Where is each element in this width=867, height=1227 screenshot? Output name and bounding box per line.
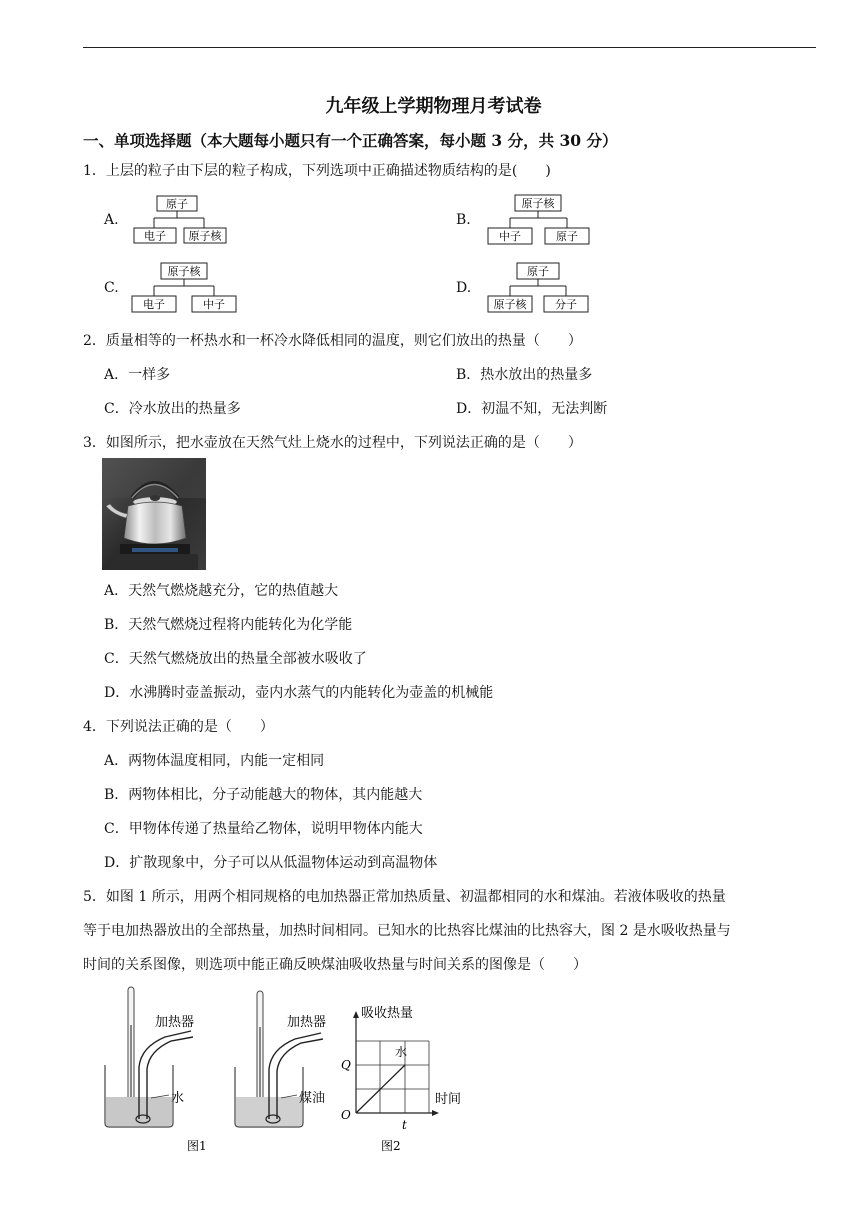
- q2-option-a: A．一样多: [104, 367, 171, 383]
- q1d-left-node: 原子核: [493, 298, 527, 311]
- figure-2-series-label: 水: [395, 1045, 408, 1059]
- q2-option-b: B．热水放出的热量多: [456, 367, 593, 383]
- q3-option-c: C．天然气燃烧放出的热量全部被水吸收了: [104, 651, 367, 667]
- q1a-top-node: 原子: [166, 197, 188, 211]
- q1b-left-node: 中子: [499, 230, 521, 243]
- figure-1-heater-label-2: 加热器: [287, 1015, 327, 1030]
- question-5-line-3: 时间的关系图像，则选项中能正确反映煤油吸收热量与时间关系的图像是（ ）: [83, 957, 587, 973]
- q1d-right-node: 分子: [555, 298, 577, 311]
- header-rule: [83, 47, 816, 48]
- q1-option-d-tree: [484, 261, 594, 315]
- question-5-line-1: 5．如图 1 所示，用两个相同规格的电加热器正常加热质量、初温都相同的水和煤油。若液体吸收的热量: [83, 889, 726, 905]
- figure-1-liquid-label: 水: [171, 1091, 185, 1106]
- figure-1-liquid-label-2: 煤油: [299, 1091, 326, 1106]
- q1a-right-node: 原子核: [188, 229, 222, 243]
- question-5-figure: [95, 985, 475, 1155]
- q4-option-d: D．扩散现象中，分子可以从低温物体运动到高温物体: [104, 855, 438, 871]
- q1-option-a-label: A.: [104, 212, 119, 228]
- figure-2-graph: [341, 1005, 461, 1132]
- figure-2-x-axis-label: 时间: [435, 1092, 462, 1107]
- figure-2-caption: 图2: [381, 1139, 401, 1153]
- q1-option-c-label: C.: [104, 280, 119, 296]
- q1-option-a-tree: [130, 194, 230, 246]
- q4-option-a: A．两物体温度相同，内能一定相同: [104, 753, 325, 769]
- kettle-on-stove-photo: [102, 458, 206, 570]
- section-heading: 一、单项选择题（本大题每小题只有一个正确答案，每小题 3 分，共 30 分）: [83, 131, 618, 150]
- q3-option-d: D．水沸腾时壶盖振动，壶内水蒸气的内能转化为壶盖的机械能: [104, 685, 494, 701]
- q1d-top-node: 原子: [527, 265, 549, 278]
- page-title: 九年级上学期物理月考试卷: [325, 96, 542, 117]
- q1a-left-node: 电子: [144, 229, 166, 243]
- q1c-right-node: 中子: [203, 298, 225, 311]
- q1-option-b-tree: [484, 193, 594, 247]
- figure-1-caption: 图1: [187, 1139, 207, 1153]
- q3-option-a: A．天然气燃烧越充分，它的热值越大: [104, 583, 339, 599]
- q1b-right-node: 原子: [556, 230, 578, 243]
- q1-option-d-label: D.: [456, 280, 472, 296]
- question-1-stem: 1．上层的粒子由下层的粒子构成，下列选项中正确描述物质结构的是( ): [83, 163, 551, 179]
- q1b-top-node: 原子核: [521, 197, 555, 210]
- question-2-stem: 2．质量相等的一杯热水和一杯冷水降低相同的温度，则它们放出的热量（ ）: [83, 333, 582, 349]
- q4-option-c: C．甲物体传递了热量给乙物体，说明甲物体内能大: [104, 821, 423, 837]
- q2-option-d: D．初温不知，无法判断: [456, 401, 608, 417]
- question-5-line-2: 等于电加热器放出的全部热量，加热时间相同。已知水的比热容比煤油的比热容大，图 2 是水吸收热量与: [83, 923, 731, 939]
- q1c-top-node: 原子核: [167, 265, 201, 278]
- figure-2-t-tick: t: [402, 1118, 407, 1132]
- q4-option-b: B．两物体相比，分子动能越大的物体，其内能越大: [104, 787, 423, 803]
- q1-option-c-tree: [130, 261, 240, 315]
- figure-1-beaker-water: [105, 987, 207, 1153]
- q1-option-b-label: B.: [456, 212, 471, 228]
- q1c-left-node: 电子: [143, 298, 165, 311]
- q2-option-c: C．冷水放出的热量多: [104, 401, 241, 417]
- figure-2-q-tick: Q: [341, 1058, 351, 1072]
- figure-2-origin: O: [341, 1108, 351, 1122]
- question-3-stem: 3．如图所示，把水壶放在天然气灶上烧水的过程中，下列说法正确的是（ ）: [83, 435, 582, 451]
- figure-1-heater-label: 加热器: [155, 1015, 195, 1030]
- q3-option-b: B．天然气燃烧过程将内能转化为化学能: [104, 617, 353, 633]
- figure-2-y-axis-label: 吸收热量: [361, 1006, 414, 1021]
- question-4-stem: 4．下列说法正确的是（ ）: [83, 719, 274, 735]
